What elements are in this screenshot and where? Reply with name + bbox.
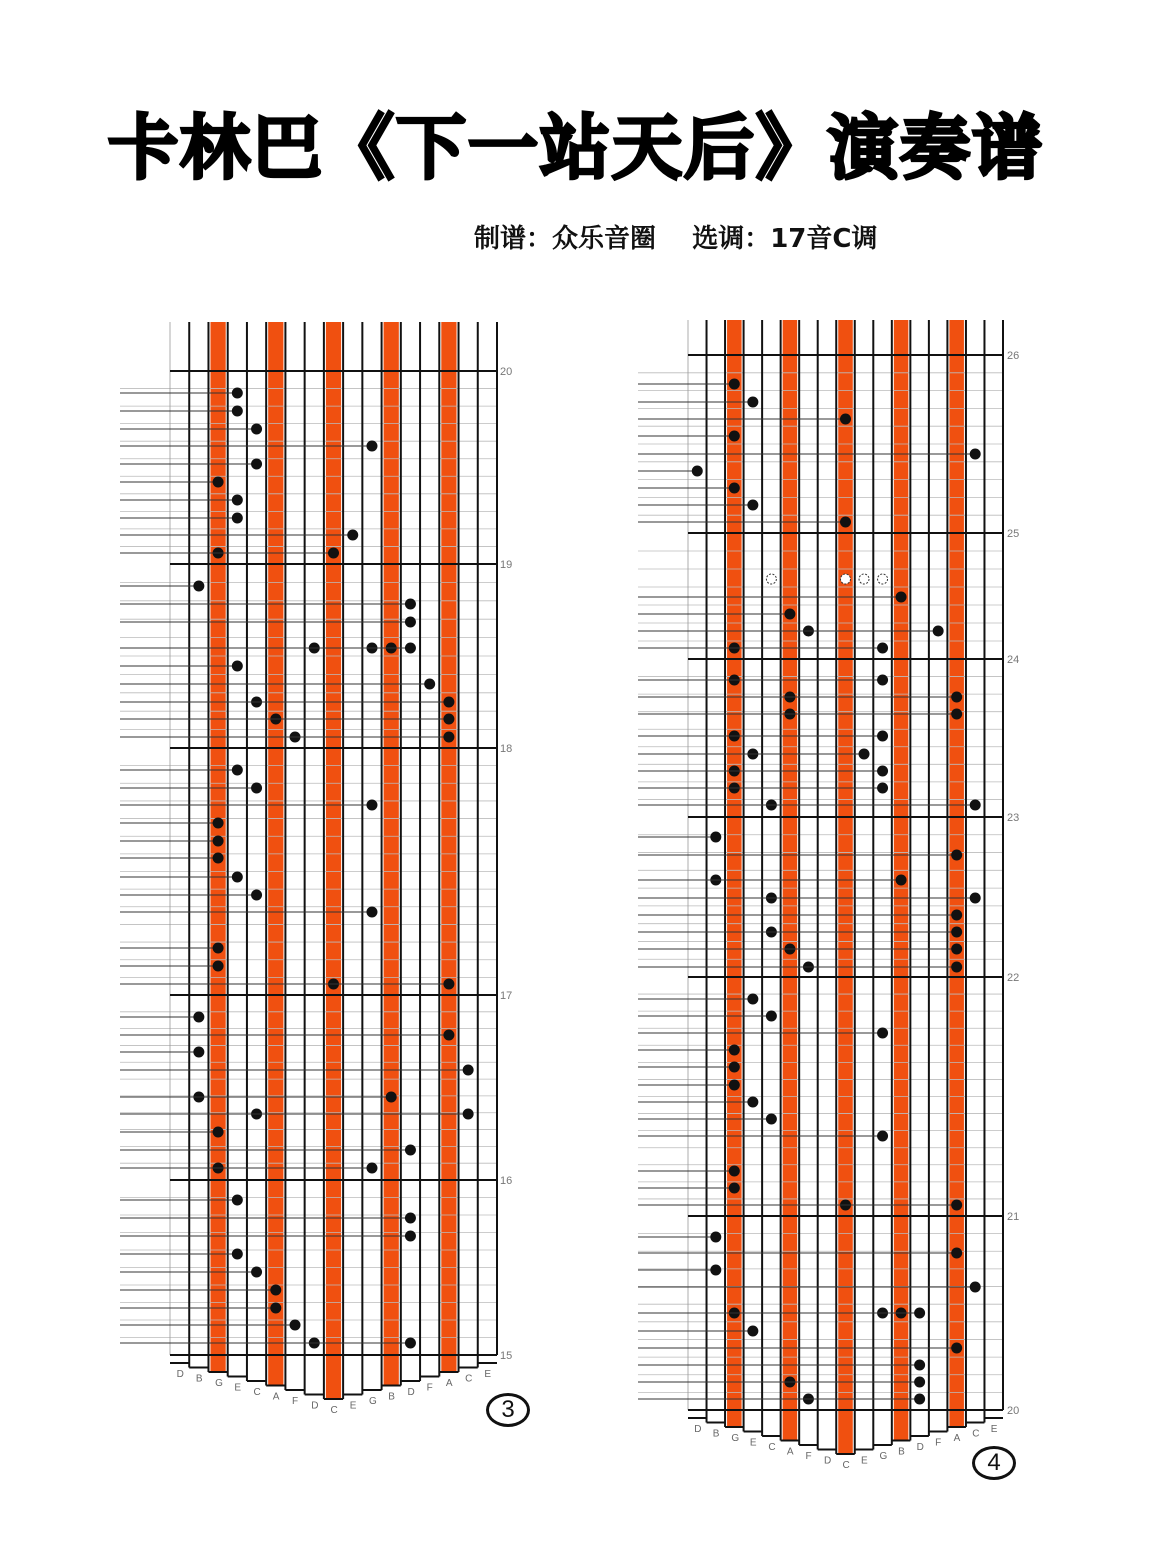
note-dot xyxy=(877,1131,888,1142)
note-dot xyxy=(766,1114,777,1125)
note-dot xyxy=(710,1265,721,1276)
note-dot xyxy=(951,944,962,955)
measure-number: 24 xyxy=(1007,654,1020,666)
note-dot xyxy=(877,731,888,742)
measure-number: 21 xyxy=(1007,1211,1020,1223)
note-dot xyxy=(951,910,962,921)
key-label: E xyxy=(990,1424,998,1435)
key-label: E xyxy=(349,1400,357,1412)
note-dot xyxy=(747,994,758,1005)
key-label: E xyxy=(861,1455,868,1467)
note-dot xyxy=(692,466,703,477)
key-label: E xyxy=(749,1437,757,1449)
key-label: B xyxy=(898,1446,905,1458)
note-dot xyxy=(951,927,962,938)
key-label: D xyxy=(176,1369,184,1380)
key-label: A xyxy=(953,1433,961,1444)
key-label: D xyxy=(694,1424,702,1435)
note-dot xyxy=(729,1062,740,1073)
key-label: G xyxy=(731,1433,740,1444)
note-dot xyxy=(914,1377,925,1388)
measure-number: 26 xyxy=(1007,350,1020,362)
note-dot xyxy=(933,626,944,637)
ghost-note xyxy=(859,574,869,584)
note-dot xyxy=(840,414,851,425)
note-dot xyxy=(784,609,795,620)
key-label: D xyxy=(311,1400,319,1412)
note-dot xyxy=(710,832,721,843)
key-label: G xyxy=(879,1451,888,1462)
key-label: B xyxy=(712,1428,720,1440)
measure-number: 23 xyxy=(1007,812,1020,824)
key-label: A xyxy=(786,1446,794,1458)
note-dot xyxy=(951,850,962,861)
key-label: C xyxy=(842,1460,850,1471)
note-dot xyxy=(840,517,851,528)
subtitle: 制谱：众乐音圈 选调：17音C调 xyxy=(474,224,878,254)
note-dot xyxy=(914,1360,925,1371)
key-label: D xyxy=(916,1442,924,1453)
note-dot xyxy=(747,397,758,408)
ghost-note xyxy=(766,574,776,584)
note-dot xyxy=(970,893,981,904)
note-dot xyxy=(914,1394,925,1405)
measure-number: 15 xyxy=(500,1350,513,1362)
measure-number: 17 xyxy=(500,990,513,1002)
key-label: A xyxy=(272,1391,280,1403)
note-dot xyxy=(729,1183,740,1194)
note-dot xyxy=(970,1282,981,1293)
key-label: F xyxy=(292,1396,299,1407)
key-label: B xyxy=(388,1391,395,1403)
ghost-note xyxy=(878,574,888,584)
note-dot xyxy=(729,1080,740,1091)
note-dot xyxy=(766,1011,777,1022)
note-dot xyxy=(877,1028,888,1039)
orange-tine-C xyxy=(838,320,853,1454)
note-dot xyxy=(747,1326,758,1337)
note-dot xyxy=(951,1200,962,1211)
note-dot xyxy=(729,1166,740,1177)
key-label: C xyxy=(465,1373,473,1385)
note-dot xyxy=(859,749,870,760)
measure-number: 19 xyxy=(500,559,513,571)
note-dot xyxy=(896,592,907,603)
note-dot xyxy=(877,766,888,777)
note-dot xyxy=(951,962,962,973)
measure-number: 16 xyxy=(500,1175,513,1187)
key-label: F xyxy=(935,1437,942,1449)
orange-tine-A xyxy=(949,320,964,1427)
note-dot xyxy=(747,500,758,511)
key-label: E xyxy=(234,1382,241,1394)
note-dot xyxy=(970,449,981,460)
note-dot xyxy=(877,675,888,686)
key-label: D xyxy=(407,1387,415,1398)
note-dot xyxy=(729,483,740,494)
page-number-4: 4 xyxy=(972,1446,1016,1480)
measure-number: 25 xyxy=(1007,528,1020,540)
note-dot xyxy=(896,875,907,886)
note-dot xyxy=(877,643,888,654)
key-label: B xyxy=(195,1373,203,1385)
note-dot xyxy=(747,1097,758,1108)
key-label: C xyxy=(330,1405,338,1416)
ghost-note xyxy=(841,574,851,584)
note-dot xyxy=(729,379,740,390)
key-label: E xyxy=(484,1369,492,1380)
key-label: C xyxy=(253,1387,261,1398)
key-label: G xyxy=(215,1378,223,1389)
key-label: F xyxy=(805,1451,812,1462)
measure-number: 20 xyxy=(1007,1405,1020,1417)
note-dot xyxy=(729,1045,740,1056)
key-label: C xyxy=(768,1442,776,1453)
key-label: D xyxy=(823,1455,832,1467)
note-dot xyxy=(729,431,740,442)
key-label: C xyxy=(972,1428,980,1440)
note-dot xyxy=(951,709,962,720)
key-label: G xyxy=(368,1396,377,1407)
note-dot xyxy=(970,800,981,811)
note-dot xyxy=(951,692,962,703)
note-dot xyxy=(710,1232,721,1243)
key-label: F xyxy=(426,1382,433,1394)
measure-number: 20 xyxy=(500,366,513,378)
note-dot xyxy=(951,1343,962,1354)
measure-number: 18 xyxy=(500,743,513,755)
note-dot xyxy=(951,1248,962,1259)
page-title: 卡林巴《下一站天后》演奏谱 xyxy=(108,107,1044,189)
page-number-3: 3 xyxy=(486,1393,530,1427)
measure-number: 22 xyxy=(1007,972,1020,984)
key-label: A xyxy=(445,1378,453,1389)
note-dot xyxy=(914,1308,925,1319)
note-dot xyxy=(877,783,888,794)
